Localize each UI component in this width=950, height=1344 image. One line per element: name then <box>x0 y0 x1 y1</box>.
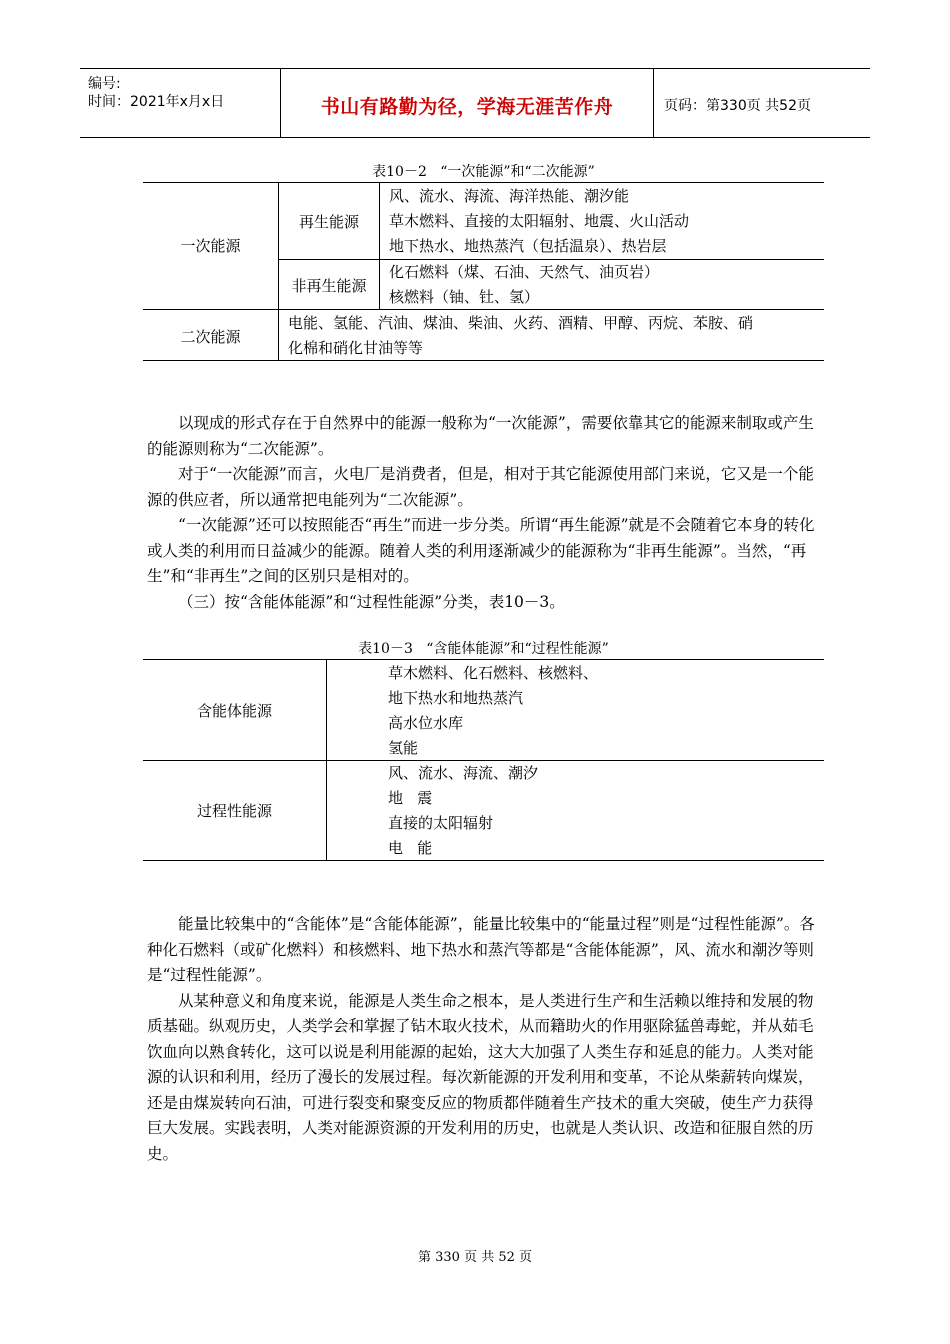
list-item: 高水位水库 <box>388 714 464 732</box>
number-label: 编号: <box>88 76 121 92</box>
date-label: 时间：2021年x月x日 <box>88 94 225 110</box>
motto-text: 书山有路勤为径，学海无涯苦作舟 <box>320 96 614 118</box>
list-item: 化石燃料（煤、石油、天然气、油页岩） <box>389 263 660 281</box>
carrier-items <box>388 661 598 761</box>
paragraph: （三）按“含能体能源”和“过程性能源”分类，表10－3。 <box>178 592 565 611</box>
paragraph: 以现成的形式存在于自然界中的能源一般称为“一次能源”，需要依靠其它的能源来制取或产生的能源则称为“二次能源”。 <box>147 414 814 458</box>
document-header <box>80 68 870 138</box>
nonrenewable-energy-label: 非再生能源 <box>291 277 367 295</box>
header-info-cell <box>80 69 281 137</box>
secondary-energy-label: 二次能源 <box>180 328 241 346</box>
header-page-cell <box>664 69 870 137</box>
list-item: 地 震 <box>388 789 433 807</box>
table1-caption: 表10－2 “一次能源”和“二次能源” <box>372 164 595 180</box>
list-item: 化棉和硝化甘油等等 <box>288 339 424 357</box>
divider <box>278 183 279 360</box>
list-item: 电 能 <box>388 839 433 857</box>
header-motto-cell <box>281 69 654 137</box>
renewable-energy-label: 再生能源 <box>298 213 359 231</box>
process-energy-label: 过程性能源 <box>196 802 272 820</box>
carrier-energy-label: 含能体能源 <box>196 702 272 720</box>
paragraph: 从某种意义和角度来说，能源是人类生命之根本，是人类进行生产和生活赖以维持和发展的物质基础。纵观历史，人类学会和掌握了钻木取火技术，从而籍助火的作用驱除猛兽毒蛇，并从茹毛饮血向以熟食转化，这可以说是利用能源的起始，这大大加强了人类生存和延息的能力。人类对能源的认识和利用，经历了漫长的发展过程。每次新能源的开发利用和变革，不论从柴薪转向煤炭，还是由煤炭转向石油，可进行裂变和聚变反应的物质都伴随着生产技术的重大突破，使生产力获得巨大发展。实践表明，人类对能源资源的开发利用的历史，也就是人类认识、改造和征服自然的历史。 <box>147 991 814 1163</box>
body-text-section-2 <box>147 912 817 1167</box>
list-item: 草木燃料、化石燃料、核燃料、 <box>388 664 599 682</box>
page-code: 页码：第330页 共52页 <box>664 98 811 114</box>
secondary-items <box>288 311 753 361</box>
primary-energy-label: 一次能源 <box>180 237 241 255</box>
page-footer: 第 330 页 共 52 页 <box>417 1250 533 1265</box>
list-item: 草木燃料、直接的太阳辐射、地震、火山活动 <box>389 212 690 230</box>
list-item: 地下热水和地热蒸汽 <box>388 689 524 707</box>
renewable-items <box>389 184 689 259</box>
list-item: 氢能 <box>388 739 419 757</box>
process-items <box>388 761 538 861</box>
list-item: 直接的太阳辐射 <box>388 814 494 832</box>
energy-table-carrier-process <box>143 659 824 861</box>
list-item: 风、流水、海流、海洋热能、潮汐能 <box>389 187 630 205</box>
nonrenewable-items <box>389 260 659 310</box>
list-item: 风、流水、海流、潮汐 <box>388 764 539 782</box>
body-text-section-1 <box>147 411 817 615</box>
list-item: 核燃料（铀、钍、氢） <box>389 288 540 306</box>
divider <box>379 183 380 309</box>
paragraph: 能量比较集中的“含能体”是“含能体能源”，能量比较集中的“能量过程”则是“过程性能源”。各种化石燃料（或矿化燃料）和核燃料、地下热水和蒸汽等都是“含能体能源”，风、流水和潮汐等则是“过程性能源”。 <box>147 915 815 984</box>
list-item: 地下热水、地热蒸汽（包括温泉）、热岩层 <box>389 237 667 255</box>
table2-caption: 表10－3 “含能体能源”和“过程性能源” <box>358 641 609 657</box>
paragraph: “一次能源”还可以按照能否“再生”而进一步分类。所谓“再生能源”就是不会随着它本身的转化或人类的利用而日益减少的能源。随着人类的利用逐渐减少的能源称为“非再生能源”。当然，“再生”和“非再生”之间的区别只是相对的。 <box>147 516 815 585</box>
paragraph: 对于“一次能源”而言，火电厂是消费者，但是，相对于其它能源使用部门来说，它又是一个能源的供应者，所以通常把电能列为“二次能源”。 <box>147 465 814 509</box>
list-item: 电能、氢能、汽油、煤油、柴油、火药、酒精、甲醇、丙烷、苯胺、硝 <box>288 314 754 332</box>
energy-table-primary-secondary <box>143 182 824 361</box>
